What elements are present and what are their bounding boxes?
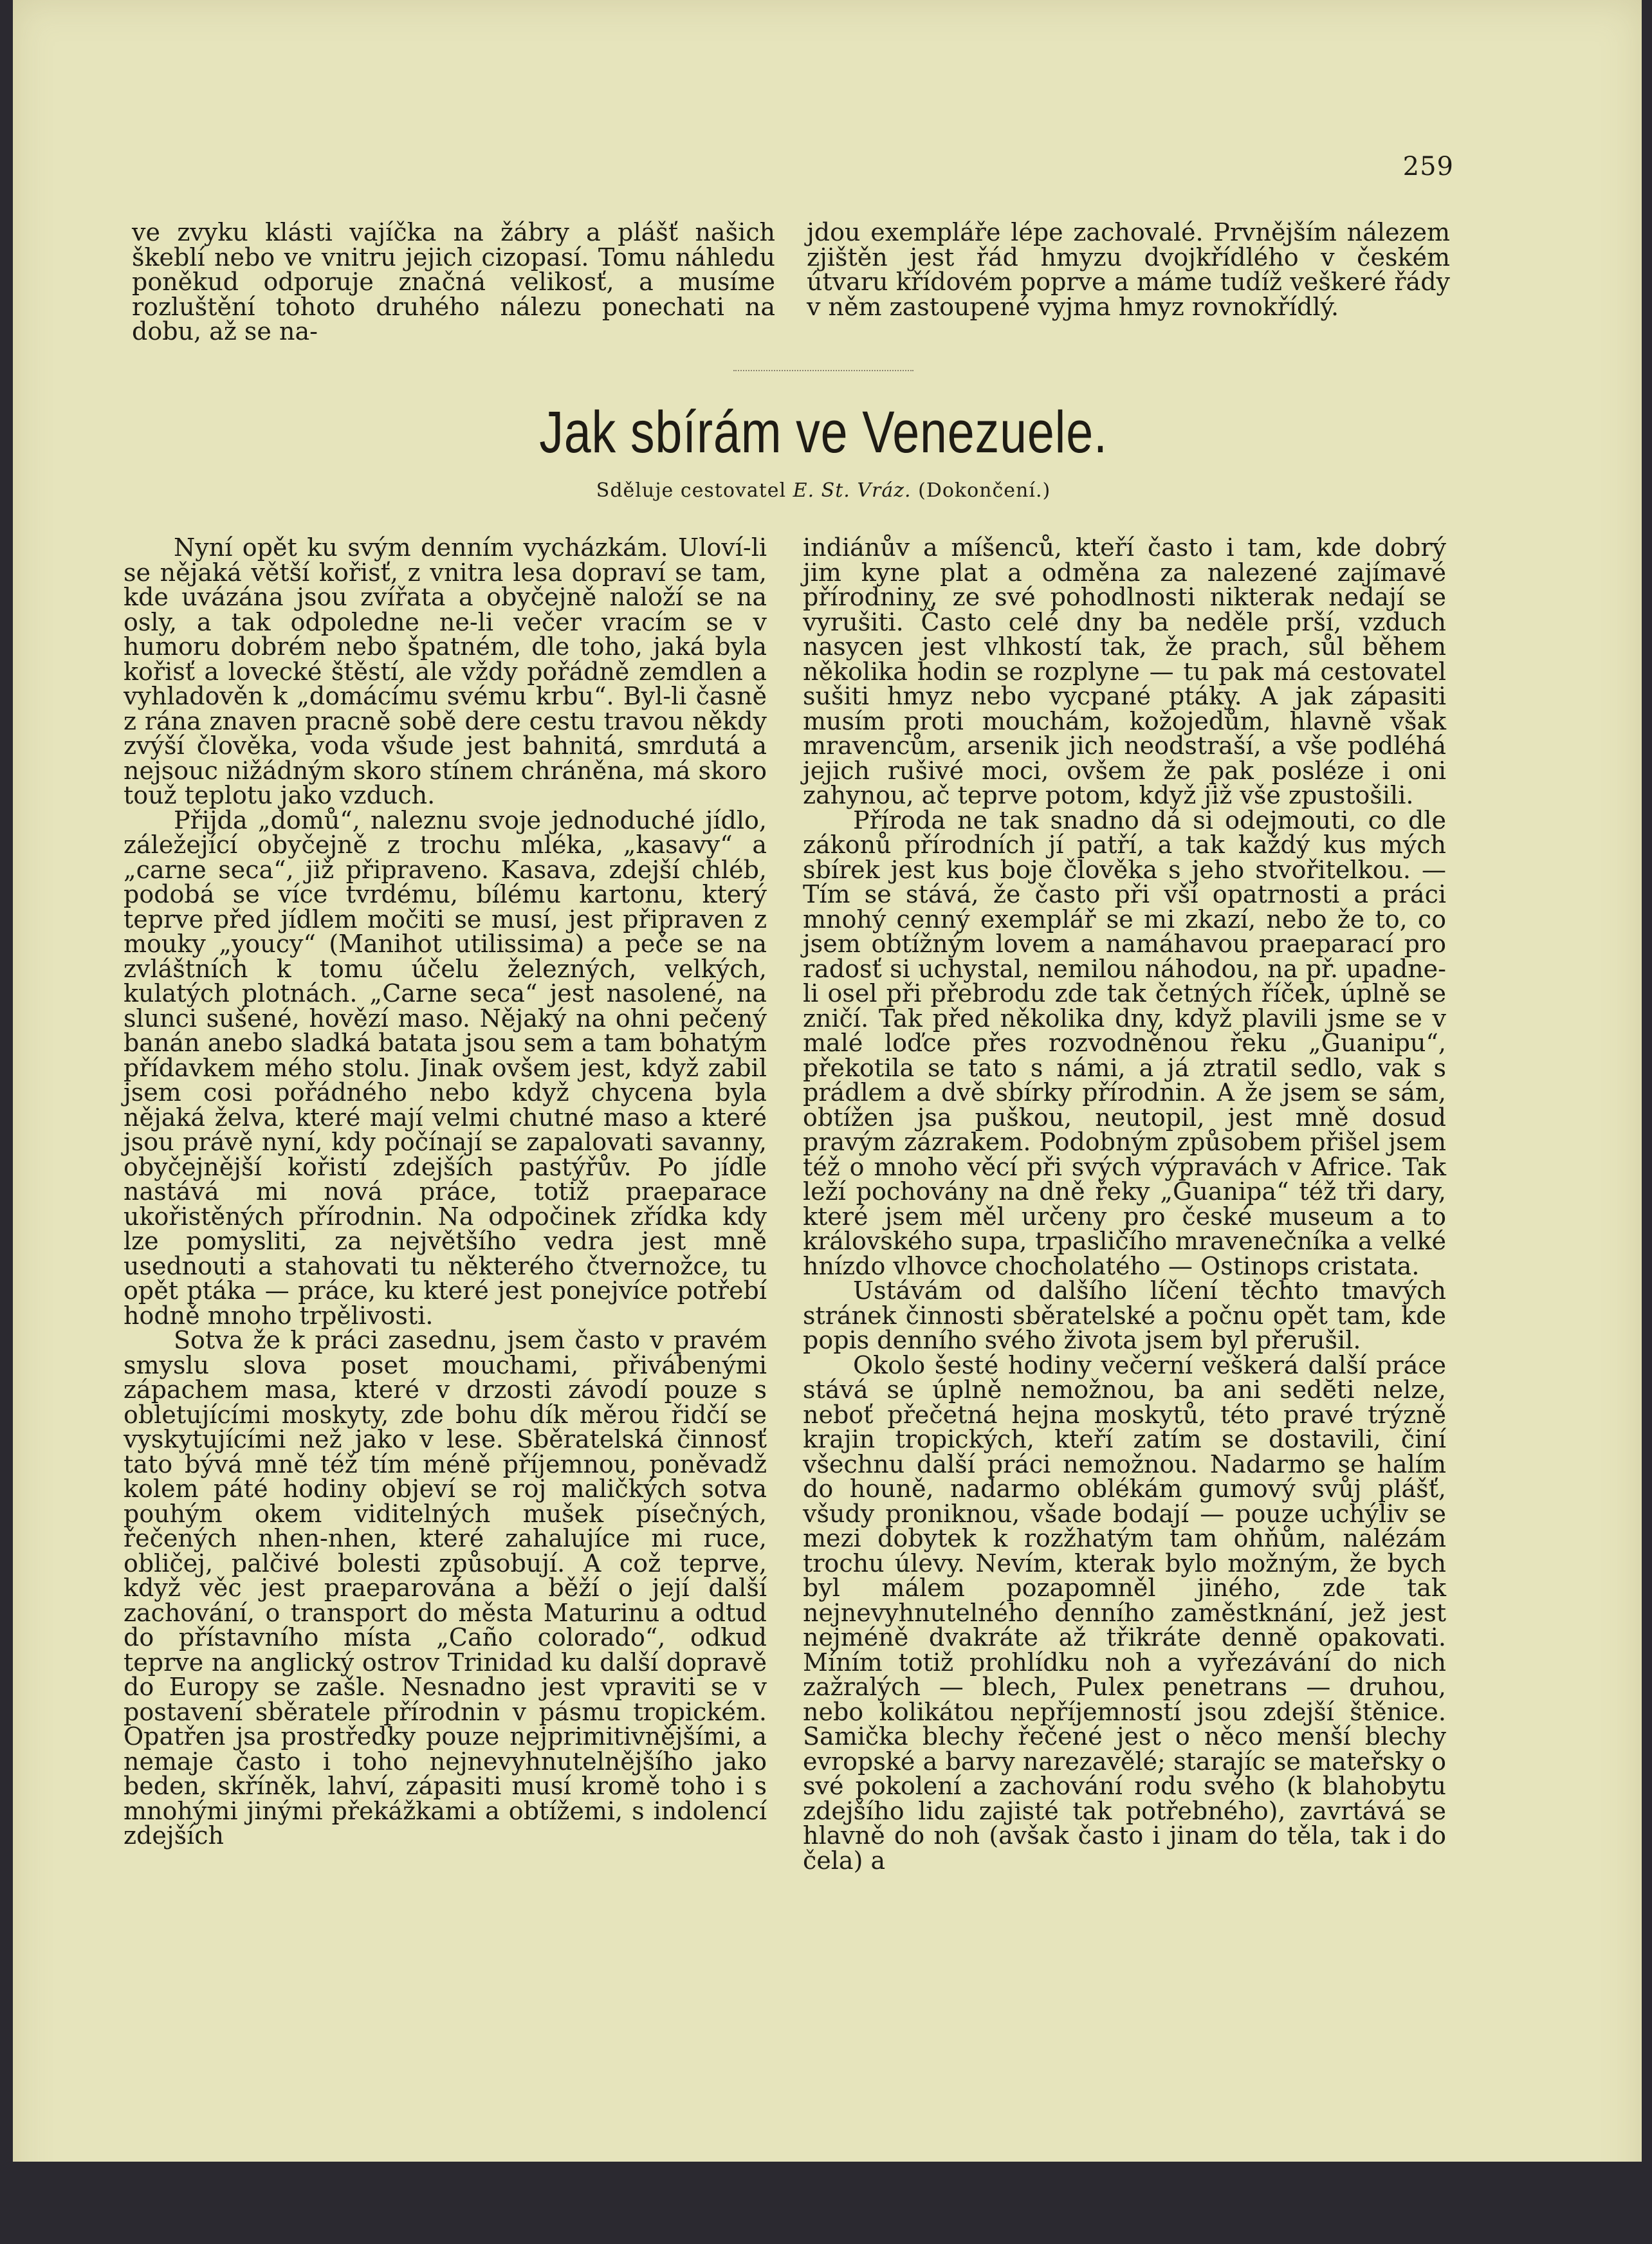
paragraph: indiánův a míšenců, kteří často i tam, kde dobrý jim kyne plat a odměna za nalezené zajímavé přírodniny, ze své pohodlnosti nikterak nedají se vyrušiti. Často celé dny ba neděle prší, vzduch nasycen jest vlhkostí tak, že prach, sůl během několika hodin se rozplyne — tu pak má cestovatel sušiti hmyz nebo vycpané ptáky. A jak zápasiti musím proti mouchám, kožojedům, hlavně však mravencům, arsenik jich neodstraší, a vše podléhá jejich rušivé moci, ovšem že pak posléze i oni zahynou, ač teprve potom, když již vše zpustošili. [803,533,1446,809]
byline-prefix: Sděluje cestovatel [596,479,787,502]
paragraph: jdou exempláře lépe zachovalé. Prvnějším nálezem zjištěn jest řád hmyzu dvojkřídlého v českém útvaru křídovém poprve a máme tudíž veškeré řády v něm zastoupené vyjma hmyz rovnokřídlý. [807,218,1450,321]
paragraph: Sotva že k práci zasednu, jsem často v pravém smyslu slova poset mouchami, přivábenými zápachem masa, které v drzosti závodí pouze s obletujícími moskyty, zde bohu dík měrou řidčí se vyskytujícími než jako v lese. Sběratelská činnosť tato bývá mně též tím méně příjemnou, poněvadž kolem páté hodiny objeví se roj maličkých sotva pouhým okem viditelných mušek písečných, řečených nhen-nhen, které zahalujíce mi ruce, obličej, palčivé bolesti způsobují. A což teprve, když věc jest praeparována a běží o její další zachování, o transport do města Maturinu a odtud do přístavního místa „Caño colorado“, odkud teprve na anglický ostrov Trinidad ku další dopravě do Europy se zašle. Nesnadno jest vpraviti se v postavení sběratele přírodnin v pásmu tropickém. Opatřen jsa prostředky pouze nejprimitivnějšími, a nemaje často i toho nejnevyhnutelnějšího jako beden, skříněk, lahví, zápasiti musí kromě toho i s mnohými jinými překážkami a obtížemi, s indolencí zdejších [124,1326,767,1850]
page-number: 259 [1402,152,1454,181]
paragraph: ve zvyku klásti vajíčka na žábry a plášť našich škeblí nebo ve vnitru jejich cizopasí. Tomu náhledu poněkud odporuje značná velikosť, a musíme rozluštění tohoto druhého nálezu ponechati na dobu, až se na- [132,218,775,345]
previous-article-right-column [807,220,1450,319]
byline-author: E. St. Vráz. [793,479,912,502]
previous-article-left-column [132,220,775,344]
section-divider [733,370,913,371]
article-title: Jak sbírám ve Venezuele. [539,400,1108,465]
paragraph: Přijda „domů“, naleznu svoje jednoduché jídlo, záležející obyčejně z trochu mléka, „kasavy“ a „carne seca“, již připraveno. Kasava, zdejší chléb, podobá se více tvrdému, bílému kartonu, který teprve před jídlem močiti se musí, jest připraven z mouky „youcy“ (Manihot utilissima) a peče se na zvláštních k tomu účelu železných, velkých, kulatých plotnách. „Carne seca“ jest nasolené, na slunci sušené, hovězí maso. Nějaký na ohni pečený banán anebo sladká batata jsou sem a tam bohatým přídavkem mého stolu. Jinak ovšem jest, když zabil jsem cosi pořádného nebo když chycena byla nějaká želva, které mají velmi chutné maso a které jsou právě nyní, kdy počínají se zapalovati savanny, obyčejnější kořistí zdejších pastýřův. Po jídle nastává mi nová práce, totiž praeparace ukořistěných přírodnin. Na odpočinek zřídka kdy lze pomysliti, za největšího vedra jest mně usednouti a stahovati tu některého čtvernožce, tu opět ptáka — práce, ku které jest ponejvíce potřebí hodně mnoho trpělivosti. [124,805,767,1330]
article-right-column [803,535,1446,1873]
paragraph: Ustávám od dalšího líčení těchto tmavých stránek činnosti sběratelské a počnu opět tam, kde popis denního svého života jsem byl přerušil. [803,1276,1446,1354]
paragraph: Příroda ne tak snadno dá si odejmouti, co dle zákonů přírodních jí patří, a tak každý kus mých sbírek jest kus boje člověka s jeho stvořitelkou. — Tím se stává, že často při vší opatrnosti a práci mnohý cenný exemplář se mi zkazí, nebo že to, co jsem obtížným lovem a namáhavou praeparací pro radosť si uchystal, nemilou náhodou, na př. upadne-li osel při přebrodu zde tak četných říček, úplně se zničí. Tak před několika dny, když plavili jsme se v malé loďce přes rozvodněnou řeku „Guanipu“, překotila se tato s námi, a já ztratil sedlo, vak s prádlem a dvě sbírky přírodnin. A že jsem se sám, obtížen jsa puškou, neutopil, jest mně dosud pravým zázrakem. Podobným způsobem přišel jsem též o mnoho věcí při svých výpravách v Africe. Tak leží pochovány na dně řeky „Guanipa“ též tři dary, které jsem měl určeny pro české museum a to královského supa, trpasličího mravenečníka a velké hnízdo vlhovce chocholatého — Ostinops cristata. [803,805,1446,1280]
scan-bottom-border [0,2162,1652,2244]
article-byline [502,479,1145,502]
paragraph: Nyní opět ku svým denním vycházkám. Uloví-li se nějaká větší kořisť, z vnitra lesa dopraví se tam, kde uvázána jsou zvířata a obyčejně naloží se na osly, a tak odpoledne ne-li večer vracím se v humoru dobrém nebo špatném, dle toho, jaká byla kořisť a lovecké štěstí, ale vždy pořádně zemdlen a vyhladověn k „domácímu svému krbu“. Byl-li časně z rána znaven pracně sobě dere cestu travou někdy zvýší člověka, voda všude jest bahnitá, smrdutá a nejsouc nižádným skoro stínem chráněna, má skoro touž teplotu jako vzduch. [124,533,767,809]
paragraph: Okolo šesté hodiny večerní veškerá další práce stává se úplně nemožnou, ba ani sedĕti nelze, neboť přečetná hejna moskytů, této pravé trýzně krajin tropických, kteří zatím se dostavili, činí všechnu další práci nemožnou. Nadarmo se halím do houně, nadarmo oblékám gumový svůj plášť, všudy proniknou, všade bodají — pouze uchýliv se mezi dobytek k rozžhatým tam ohňům, nalézám trochu úlevy. Nevím, kterak bylo možným, že bych byl málem pozapomněl jiného, zde tak nejnevyhnutelného denního zaměstknání, jež jest nejméně dvakráte až třikráte denně opakovati. Míním totiž prohlídku noh a vyřezávání do nich zažralých — blech, Pulex penetrans — druhou, nebo kolikátou nepříjemností jsou zdejší štěnice. Samička blechy řečené jest o něco menší blechy evropské a barvy narezavělé; starajíc se mateřsky o své pokolení a zachování rodu svého (k blahobytu zdejšího lidu zajisté tak potřebného), zavrtává se hlavně do noh (avšak často i jinam do těla, tak i do čela) a [803,1350,1446,1875]
byline-suffix: (Dokončení.) [918,479,1051,502]
article-left-column [124,535,767,1848]
